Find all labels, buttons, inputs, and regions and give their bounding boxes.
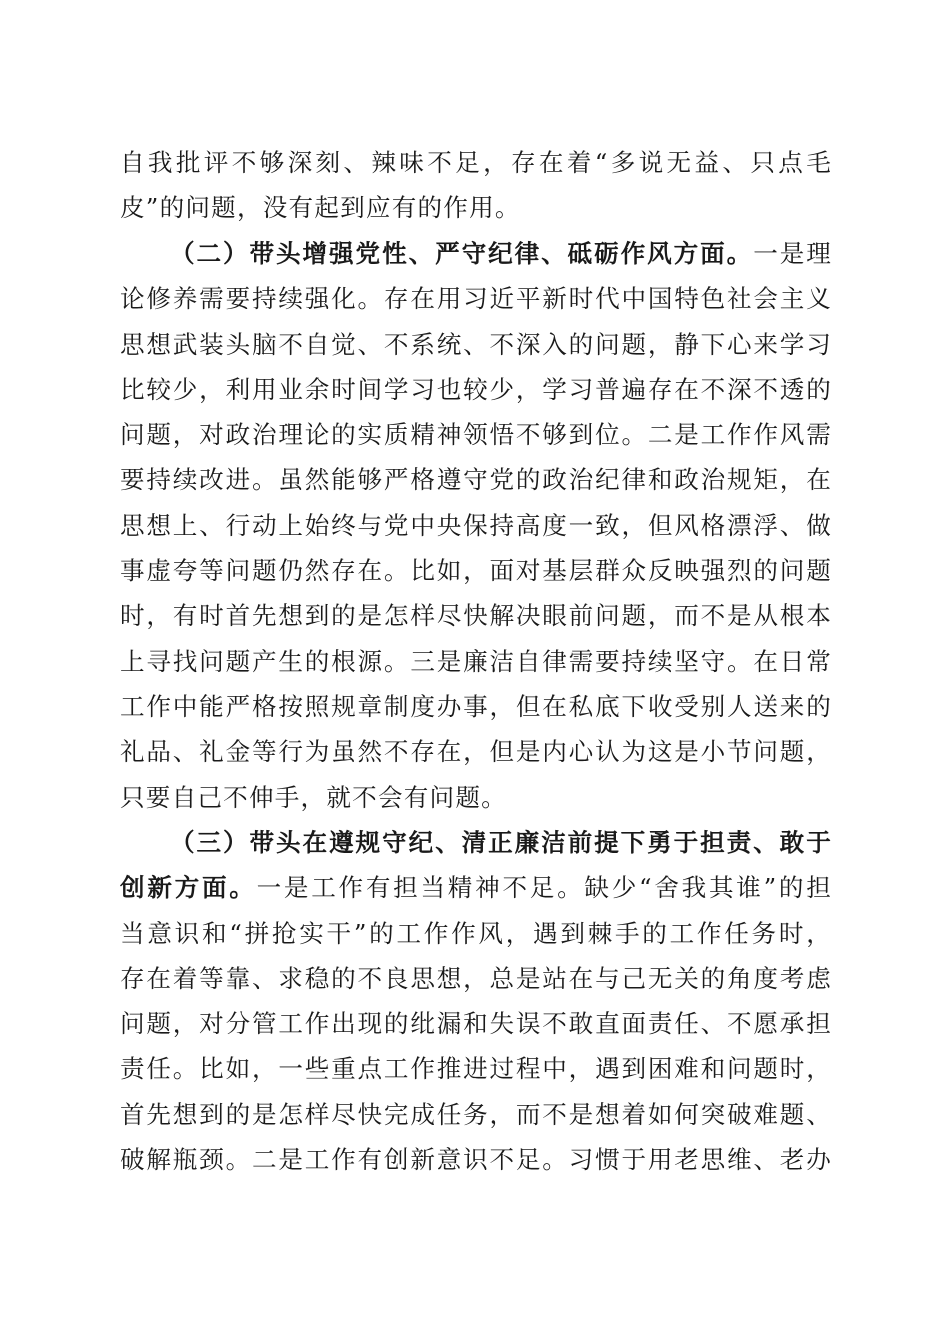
text-line: 时，有时首先想到的是怎样尽快解决眼前问题，而不是从根本	[120, 601, 832, 631]
text-line: 破解瓶颈。二是工作有创新意识不足。习惯于用老思维、老办	[120, 1145, 832, 1175]
section-heading-end: 创新方面。	[120, 873, 257, 903]
text-line: 礼品、礼金等行为虽然不存在，但是内心认为这是小节问题，	[120, 737, 832, 767]
section-heading: （二）带头增强党性、严守纪律、砥砺作风方面。	[170, 239, 754, 268]
text-line	[120, 865, 832, 910]
text-line: 当意识和“拼抢实干”的工作作风，遇到棘手的工作任务时，	[120, 918, 832, 948]
section-two-paragraph	[120, 231, 832, 820]
text-line: 责任。比如，一些重点工作推进过程中，遇到困难和问题时，	[120, 1054, 832, 1084]
text-line: 比较少，利用业余时间学习也较少，学习普遍存在不深不透的	[120, 374, 832, 404]
text-line	[120, 231, 832, 276]
text-line: 问题，对政治理论的实质精神领悟不够到位。二是工作作风需	[120, 420, 832, 450]
text-line: 皮”的问题，没有起到应有的作用。	[120, 193, 521, 223]
text-line: 思想上、行动上始终与党中央保持高度一致，但风格漂浮、做	[120, 510, 832, 540]
paragraph-continuation	[120, 140, 832, 231]
text-line: 只要自己不伸手，就不会有问题。	[120, 782, 507, 812]
text-line: 工作中能严格按照规章制度办事，但在私底下收受别人送来的	[120, 691, 832, 721]
text-run: 一是理	[753, 239, 832, 268]
text-line: 问题，对分管工作出现的纰漏和失误不敢直面责任、不愿承担	[120, 1009, 832, 1039]
text-line: 思想武装头脑不自觉、不系统、不深入的问题，静下心来学习	[120, 329, 832, 359]
text-line: 首先想到的是怎样尽快完成任务，而不是想着如何突破难题、	[120, 1099, 832, 1129]
section-heading: （三）带头在遵规守纪、清正廉洁前提下勇于担责、敢于	[170, 828, 832, 857]
text-line: 自我批评不够深刻、辣味不足，存在着“多说无益、只点毛	[120, 148, 832, 177]
text-run: 一是工作有担当精神不足。缺少“舍我其谁”的担	[256, 873, 832, 903]
text-line: 论修养需要持续强化。存在用习近平新时代中国特色社会主义	[120, 284, 832, 314]
text-line: 要持续改进。虽然能够严格遵守党的政治纪律和政治规矩，在	[120, 465, 832, 495]
section-three-paragraph	[120, 820, 832, 1182]
text-line: 存在着等靠、求稳的不良思想，总是站在与己无关的角度考虑	[120, 963, 832, 993]
text-line: 上寻找问题产生的根源。三是廉洁自律需要持续坚守。在日常	[120, 646, 832, 676]
text-line: 事虚夸等问题仍然存在。比如，面对基层群众反映强烈的问题	[120, 556, 832, 586]
